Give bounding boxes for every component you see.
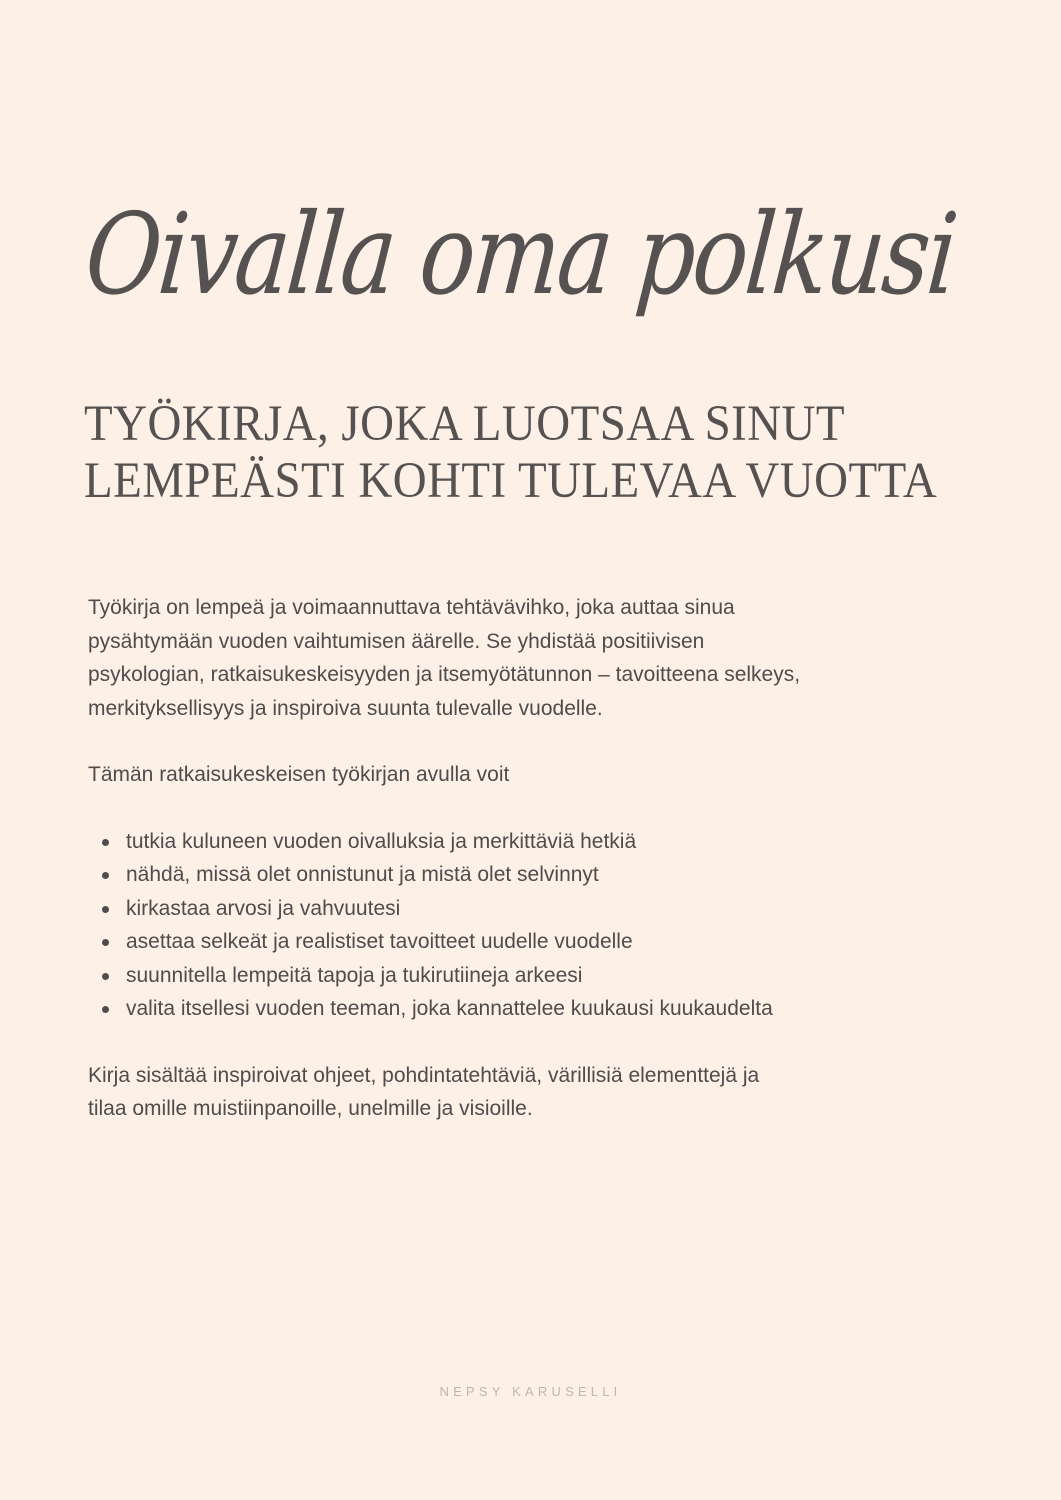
intro-line: Työkirja on lempeä ja voimaannuttava tehtävävihko, joka auttaa sinua xyxy=(88,596,735,619)
list-intro: Tämän ratkaisukeskeisen työkirjan avulla voit xyxy=(88,763,510,786)
list-item xyxy=(126,959,948,993)
intro-paragraph xyxy=(88,591,948,725)
list-item xyxy=(126,892,948,926)
list-item-text: valita itsellesi vuoden teeman, joka kannattelee kuukausi kuukaudelta xyxy=(126,997,773,1020)
bullet-icon xyxy=(102,872,109,879)
intro-line: psykologian, ratkaisukeskeisyyden ja itsemyötätunnon – tavoitteena selkeys, xyxy=(88,663,801,686)
list-item xyxy=(126,858,948,892)
bullet-list xyxy=(88,825,948,1026)
list-item-text: kirkastaa arvosi ja vahvuutesi xyxy=(126,896,401,920)
list-item-text: tutkia kuluneen vuoden oivalluksia ja merkittäviä hetkiä xyxy=(126,829,637,853)
list-item xyxy=(126,825,948,859)
list-item-text: asettaa selkeät ja realistiset tavoitteet uudelle vuodelle xyxy=(126,930,633,953)
bullet-icon xyxy=(102,839,109,846)
bullet-icon xyxy=(102,1006,109,1013)
list-item-text: suunnitella lempeitä tapoja ja tukirutiineja arkeesi xyxy=(126,963,583,987)
script-title: Oivalla oma polkusi xyxy=(80,190,961,320)
intro-line: pysähtymään vuoden vaihtumisen äärelle. Se yhdistää positiivisen xyxy=(88,629,705,653)
intro-line: merkityksellisyys ja inspiroiva suunta tulevalle vuodelle. xyxy=(88,696,603,720)
bullet-icon xyxy=(102,906,109,913)
footer-brand: NEPSY KARUSELLI xyxy=(439,1384,622,1399)
subtitle-line-1: TYÖKIRJA, JOKA LUOTSAA SINUT xyxy=(84,396,846,452)
subtitle xyxy=(84,396,984,510)
list-item xyxy=(126,992,948,1026)
closing-line: Kirja sisältää inspiroivat ohjeet, pohdintatehtäviä, värillisiä elementtejä ja xyxy=(88,1063,760,1087)
closing-line: tilaa omille muistiinpanoille, unelmille ja visioille. xyxy=(88,1097,533,1120)
subtitle-line-2: LEMPEÄSTI KOHTI TULEVAA VUOTTA xyxy=(84,453,938,509)
body-text xyxy=(88,591,948,1126)
bullet-icon xyxy=(102,939,109,946)
bullet-icon xyxy=(102,973,109,980)
closing-paragraph xyxy=(88,1059,948,1126)
list-item xyxy=(126,925,948,959)
list-item-text: nähdä, missä olet onnistunut ja mistä olet selvinnyt xyxy=(126,863,599,886)
